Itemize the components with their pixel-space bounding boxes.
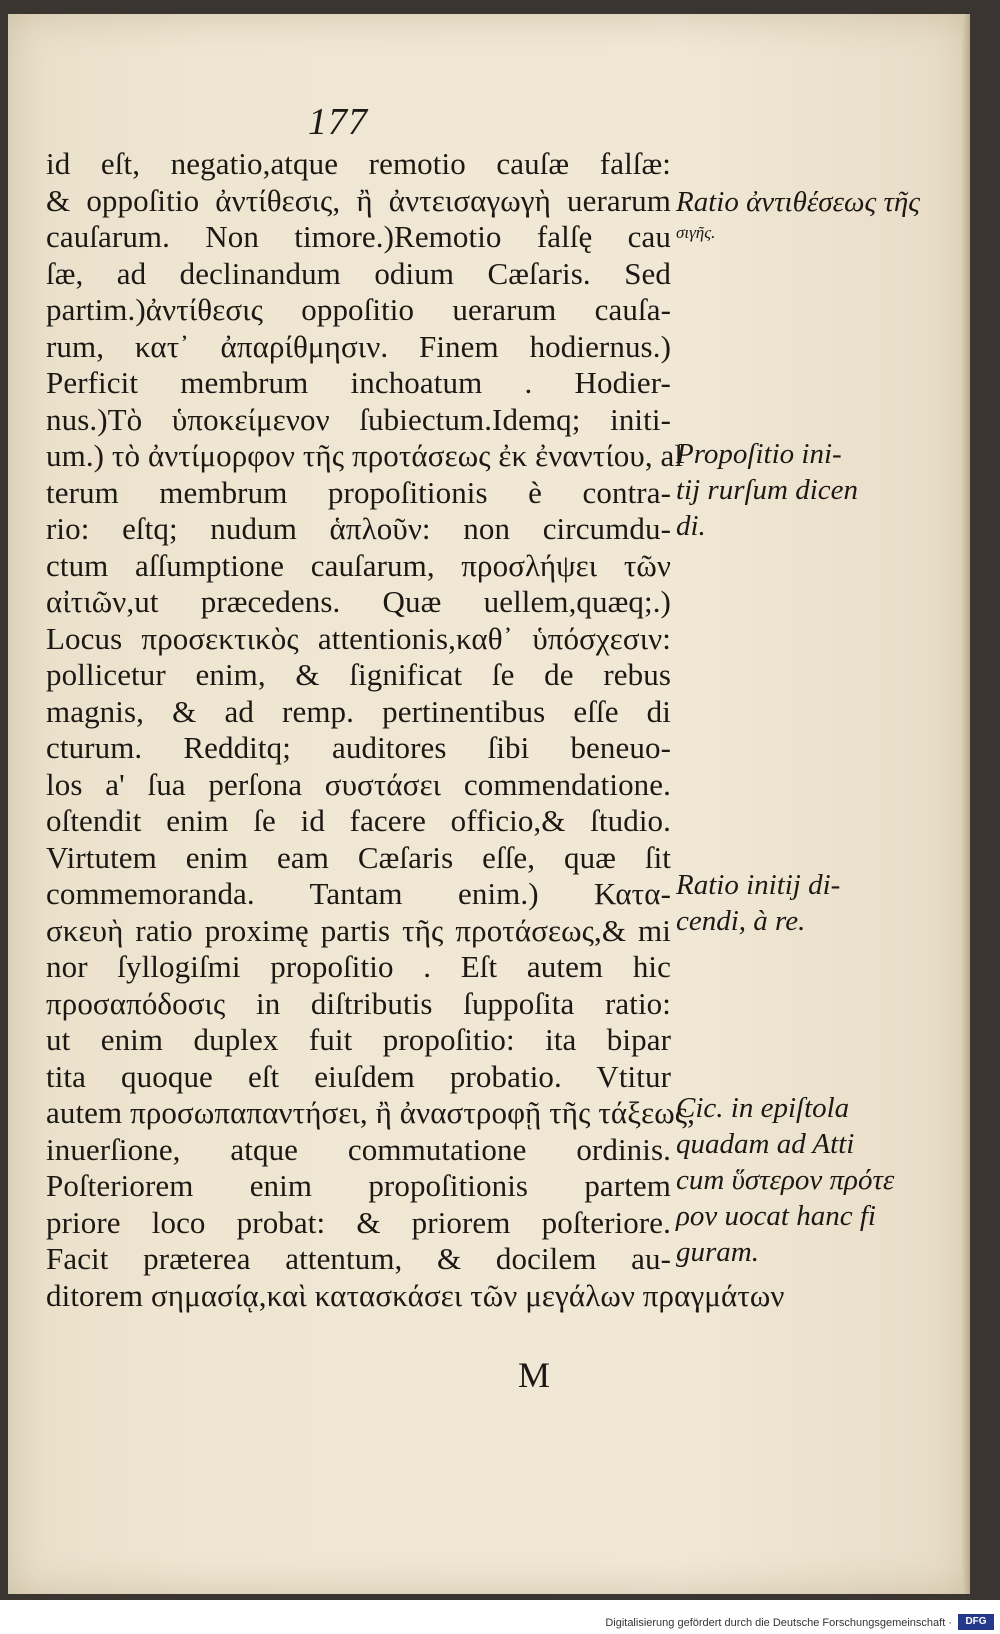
marginal-note-line: guram. [676,1236,759,1268]
marginal-note-line: Propoſitio ini- [676,438,842,470]
text-line: nus.)Τὸ ὑποκείμενον ſubiectum.Idemq; initi- [46,401,671,437]
text-line: ſæ, ad declinandum odium Cæſaris. Sed [46,255,671,291]
footer-credit: Digitalisierung gefördert durch die Deutsche Forschungsgemeinschaft · [605,1617,952,1629]
text-line: rum, κατ᾽ ἀπαρίθμησιν. Finem hodiernus.) [46,328,671,364]
marginal-note-ratio-antitheseos [676,184,921,246]
text-line: προσαπόδοσις in diſtributis ſuppoſita ratio: [46,985,671,1021]
text-line: um.) τὸ ἀντίμορφον τῆς προτάσεως ἐκ ἐναντίου, al [46,438,684,473]
text-line: id eſt, negatio,atque remotio cauſæ falſæ: [46,146,671,181]
text-line: nor ſyllogiſmi propoſitio . Eſt autem hic [46,949,671,984]
marginal-note-line: ρον uocat hanc fi [676,1200,876,1232]
signature-mark: M [518,1355,553,1395]
marginal-note-line: Ratio initij di- [676,869,841,901]
page-edge [962,14,970,1594]
footer [0,1600,1000,1634]
text-line: σκευὴ ratio proximę partis τῆς προτάσεως,& mi [46,912,671,948]
text-line: tita quoque eſt eiuſdem probatio. Vtitur [46,1058,671,1094]
marginal-note-line: σιγῆς. [676,223,716,242]
text-line: Virtutem enim eam Cæſaris eſſe, quæ ſit [46,839,671,875]
text-line: magnis, & ad remp. pertinentibus eſſe di [46,693,671,729]
text-line: Facit præterea attentum, & docilem au- [46,1241,671,1276]
marginal-note-line: cum ὕστερον πρότε [676,1164,895,1196]
marginal-note-line: quadam ad Atti [676,1128,855,1160]
text-line: priore loco probat: & priorem poſteriore. [46,1204,671,1240]
text-line: αἰτιῶν,ut præcedens. Quæ uellem,quæq;.) [46,584,671,619]
page-number: 177 [308,101,368,143]
text-line: commemoranda. Tantam enim.) Κατα- [46,876,671,911]
text-line: oſtendit enim ſe id facere officio,& ſtudio. [46,803,671,838]
marginal-note-line: tij rurſum dicen [676,474,859,506]
text-line: cturum. Redditq; auditores ſibi beneuo- [46,730,671,765]
marginal-note-line: cendi, à re. [676,905,806,937]
marginal-note-ratio-initij [676,867,896,939]
marginal-note-line: Cic. in epiſtola [676,1092,850,1124]
text-line: & oppoſitio ἀντίθεσις, ἢ ἀντεισαγωγὴ uerarum [46,182,671,218]
text-line: ctum aſſumptione cauſarum, προσλήψει τῶν [46,547,671,583]
marginal-note-propositio-initij [676,436,896,544]
text-line: Locus προσεκτικὸς attentionis,καθ᾽ ὑπόσχεσιν: [46,620,671,656]
marginal-note-line: di. [676,510,706,542]
text-line: autem προσωπαπαντήσει, ἢ ἀναστροφῇ τῆς τάξεως, [46,1095,695,1130]
text-line: Poſteriorem enim propoſitionis partem [46,1168,671,1203]
text-line: rio: eſtq; nudum ἁπλοῦν: non circumdu- [46,511,671,546]
dfg-logo: DFG [958,1614,994,1630]
text-line: los a' ſua perſona συστάσει commendatione. [46,766,671,802]
text-line: ut enim duplex fuit propoſitio: ita bipar [46,1022,671,1057]
marginal-note-cic-in-epistola [676,1090,896,1270]
text-line: ditorem σημασίᾳ,καὶ κατασκάσει τῶν μεγάλων πραγμάτων [46,1277,785,1313]
text-line: terum membrum propoſitionis è contra- [46,474,671,510]
marginal-note-line: Ratio ἀντιθέσεως τῆς [676,186,921,218]
text-line: pollicetur enim, & ſignificat ſe de rebus [46,657,671,692]
text-line: partim.)ἀντίθεσις oppoſitio uerarum cauſa- [46,292,671,327]
text-line: Perficit membrum inchoatum . Hodier- [46,365,671,400]
book-page [8,14,970,1594]
text-line: inuerſione, atque commutatione ordinis. [46,1131,671,1167]
text-line: cauſarum. Non timore.)Remotio falſę cau [46,219,671,254]
